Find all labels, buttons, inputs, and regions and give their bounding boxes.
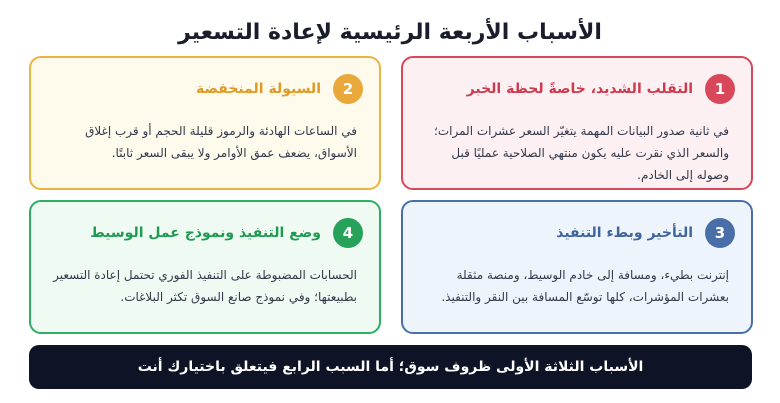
card-body: في الساعات الهادئة والرموز قليلة الحجم أو قرب إغلاق الأسواق، يضعف عمق الأوامر ولا يبقى السعر ثابتًا. — [85, 124, 357, 160]
page-title: الأسباب الأربعة الرئيسية لإعادة التسعير — [178, 20, 602, 45]
reason-card-liquidity — [29, 56, 381, 190]
card-heading: التأخير وبطء التنفيذ — [556, 225, 693, 241]
card-heading: السيولة المنخفضة — [195, 81, 321, 97]
card-heading: وضع التنفيذ ونموذج عمل الوسيط — [90, 225, 321, 241]
card-header — [47, 216, 363, 250]
reason-card-latency — [401, 200, 753, 334]
number-badge: 1 — [705, 74, 735, 104]
card-body: في ثانية صدور البيانات المهمة يتغيّر السعر عشرات المرات؛ والسعر الذي نقرت عليه يكون منتهي الصلاحية عمليًا قبل وصوله إلى الخادم. — [434, 124, 729, 182]
card-body: الحسابات المضبوطة على التنفيذ الفوري تحتمل إعادة التسعير بطبيعتها؛ وفي نموذج صانع السوق تكثر البلاغات. — [53, 268, 357, 304]
card-body: إنترنت بطيء، ومسافة إلى خادم الوسيط، ومنصة مثقلة بعشرات المؤشرات، كلها توسّع المسافة بين النقر والتنفيذ. — [441, 268, 729, 304]
number-badge: 3 — [705, 218, 735, 248]
card-header — [47, 72, 363, 106]
card-header — [419, 72, 735, 106]
number-badge: 4 — [333, 218, 363, 248]
number-badge: 2 — [333, 74, 363, 104]
reason-card-execution-mode — [29, 200, 381, 334]
reason-card-volatility — [401, 56, 753, 190]
card-heading: التقلب الشديد، خاصةً لحظة الخبر — [466, 81, 693, 97]
card-header — [419, 216, 735, 250]
summary-banner: الأسباب الثلاثة الأولى ظروف سوق؛ أما السبب الرابع فيتعلق باختيارك أنت — [29, 345, 752, 389]
